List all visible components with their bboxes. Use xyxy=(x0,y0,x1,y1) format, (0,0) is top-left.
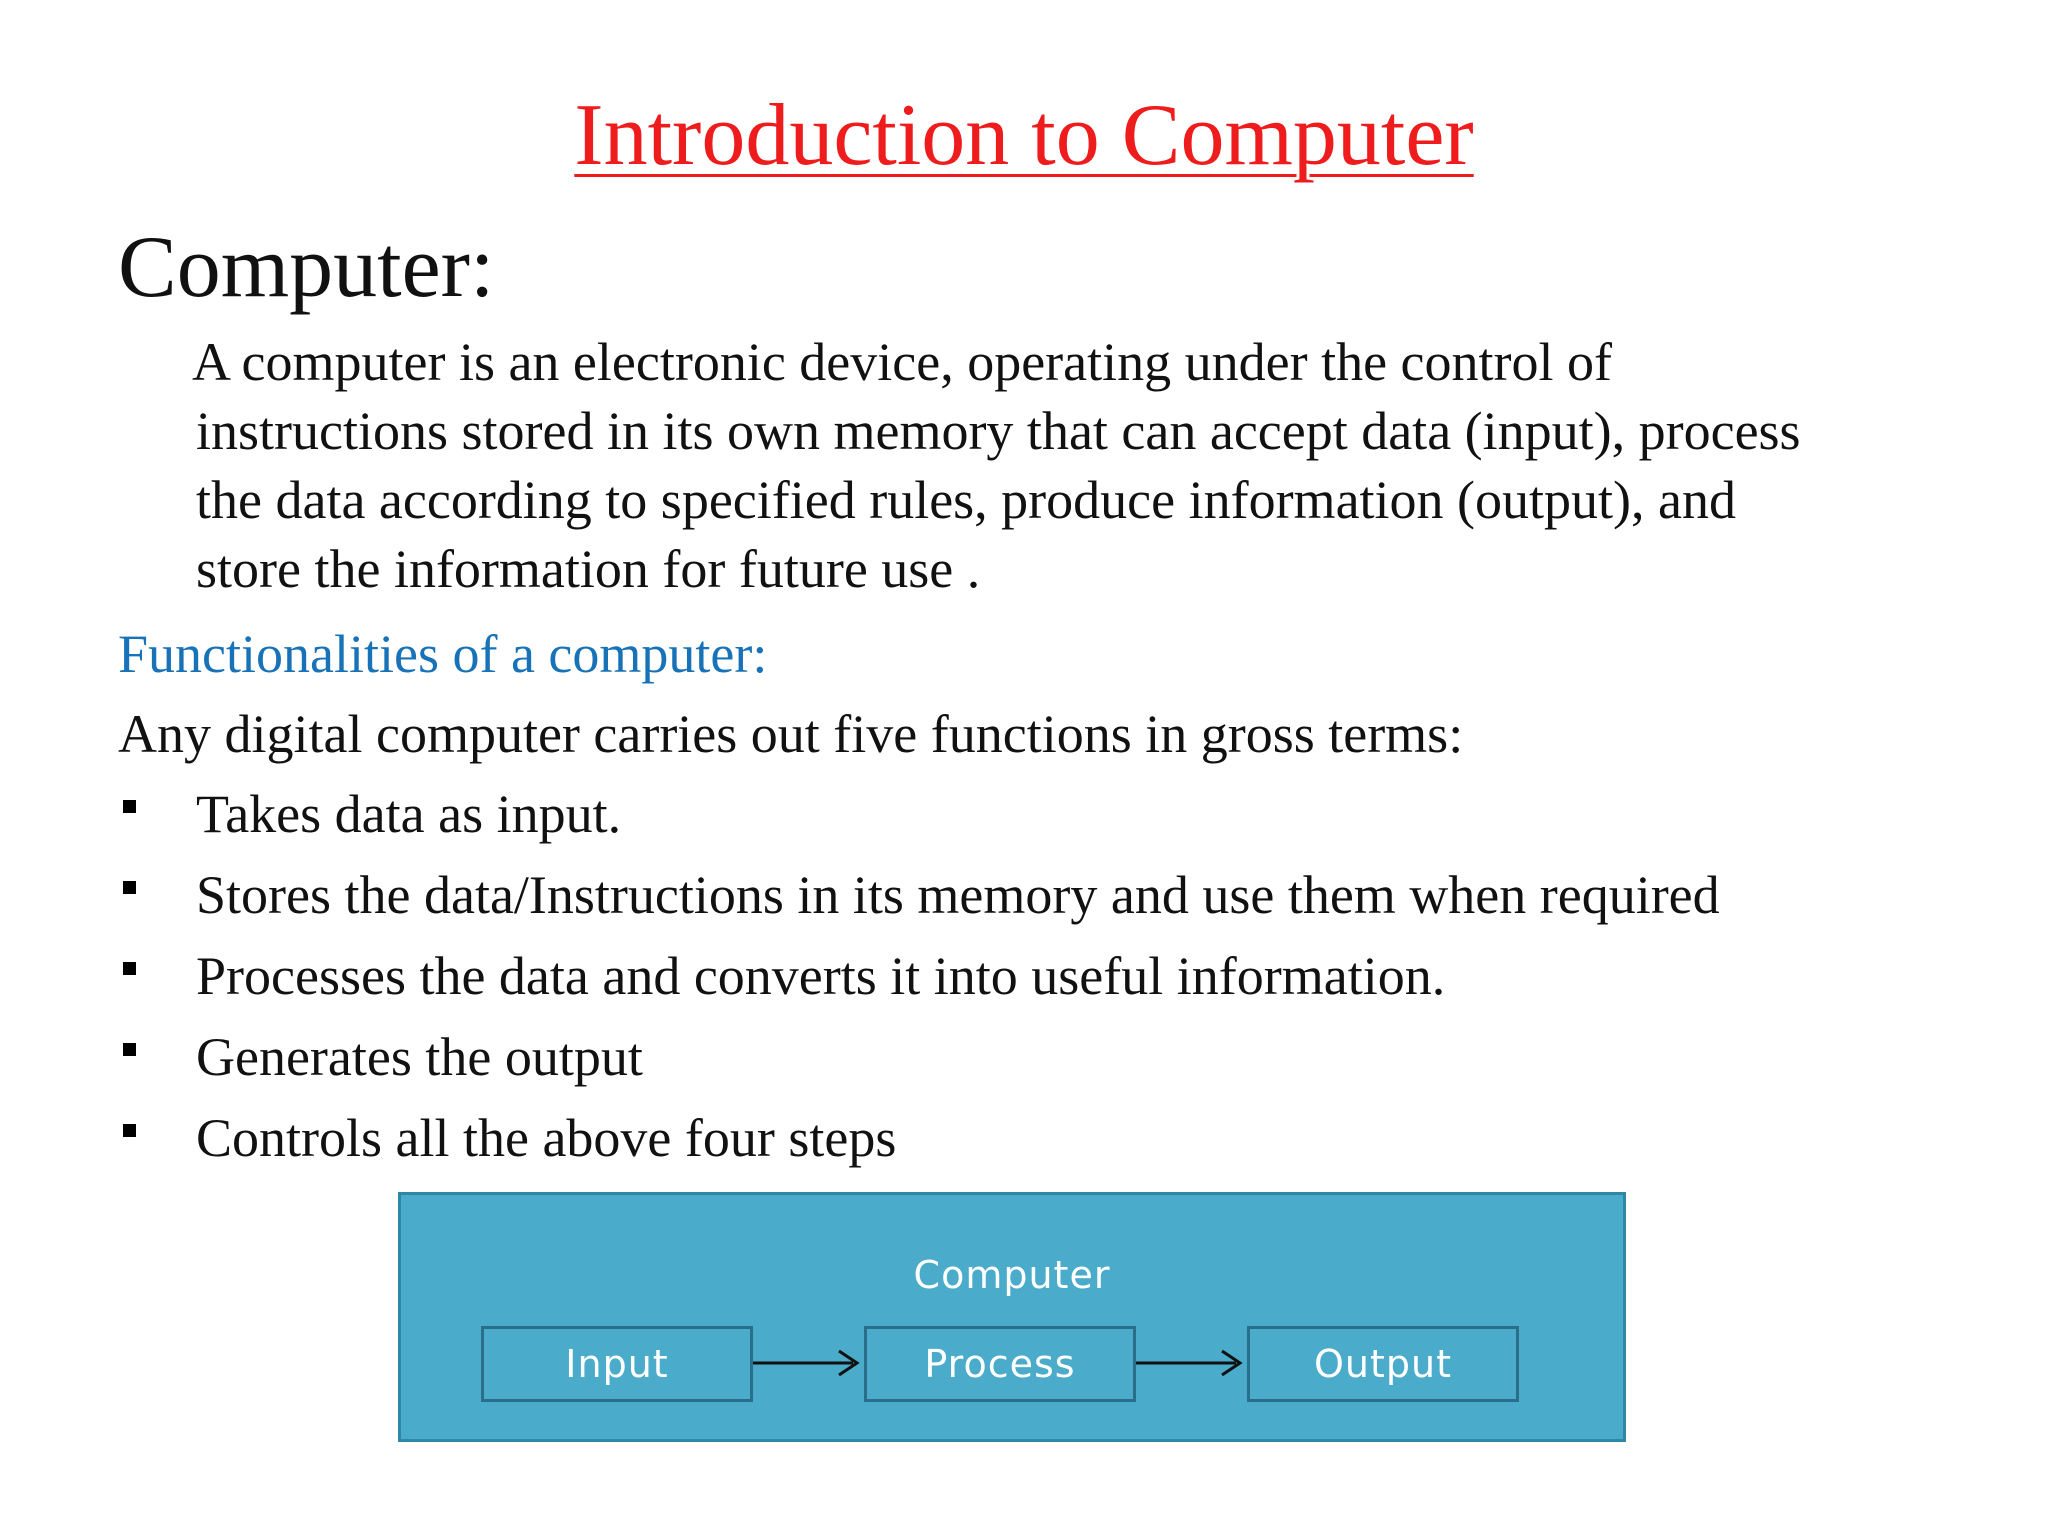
definition-line: A computer is an electronic device, operating under the control of xyxy=(192,332,1612,392)
section-heading: Computer: xyxy=(118,219,495,316)
list-item-text: Controls all the above four steps xyxy=(196,1108,897,1168)
list-item-text: Takes data as input. xyxy=(196,784,622,844)
list-item-text: Generates the output xyxy=(196,1027,643,1087)
slide-title: Introduction to Computer xyxy=(574,87,1474,184)
definition-line: store the information for future use . xyxy=(196,539,981,599)
square-bullet-icon xyxy=(123,1043,136,1056)
process-box: Process xyxy=(864,1326,1136,1402)
input-box: Input xyxy=(481,1326,753,1402)
computer-flow-diagram xyxy=(398,1192,1626,1442)
list-item xyxy=(118,863,1720,944)
functions-intro: Any digital computer carries out five functions in gross terms: xyxy=(118,704,1464,764)
square-bullet-icon xyxy=(123,1124,136,1137)
square-bullet-icon xyxy=(123,962,136,975)
definition-line: the data according to specified rules, produce information (output), and xyxy=(196,470,1736,530)
list-item xyxy=(118,944,1720,1025)
definition-line: instructions stored in its own memory that can accept data (input), process xyxy=(196,401,1801,461)
list-item-text: Processes the data and converts it into useful information. xyxy=(196,946,1446,1006)
functions-list xyxy=(118,782,1720,1187)
list-item-text: Stores the data/Instructions in its memory and use them when required xyxy=(196,865,1720,925)
definition-paragraph xyxy=(192,328,1956,604)
output-box: Output xyxy=(1247,1326,1519,1402)
list-item xyxy=(118,1025,1720,1106)
square-bullet-icon xyxy=(123,800,136,813)
functionalities-subheading: Functionalities of a computer: xyxy=(118,624,768,684)
arrow-right-icon xyxy=(1136,1343,1248,1383)
list-item xyxy=(118,782,1720,863)
list-item xyxy=(118,1106,1720,1187)
square-bullet-icon xyxy=(123,881,136,894)
arrow-right-icon xyxy=(753,1343,865,1383)
diagram-label: Computer xyxy=(913,1253,1111,1297)
